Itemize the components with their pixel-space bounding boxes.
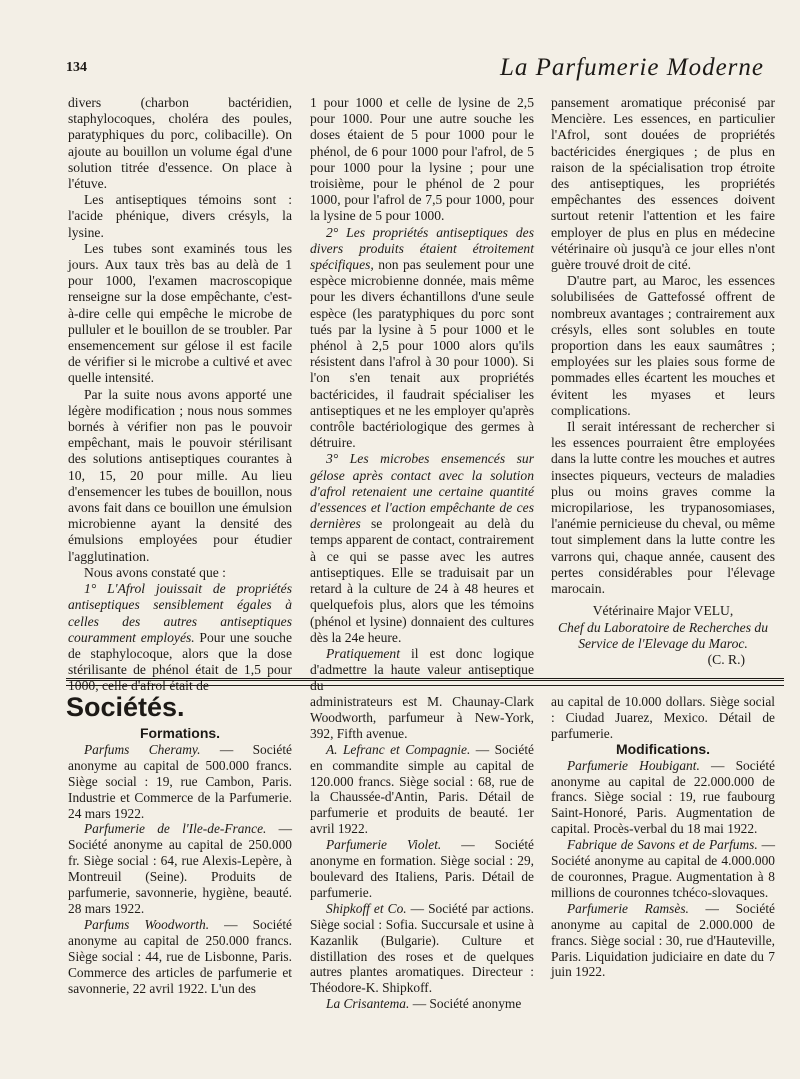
company-text: — Société anonyme [409, 996, 522, 1012]
company-entry [310, 837, 534, 901]
company-text: — Société par actions. Siège social : Sofia. Succursale et usine à Kazanlik (Bulgarie). Culture et distillation des roses et de quelques autres plantes aromatiques. Directeur : Théodore-K. Shipkoff. [310, 900, 534, 996]
company-name: Fabrique de Savons et de Parfums. [567, 837, 758, 853]
italic-lead: 2° Les propriétés antiseptiques des divers produits étaient étroitement spécifiques, [310, 224, 534, 273]
modifications-heading: Modifications. [615, 740, 711, 757]
signature-role [551, 620, 775, 652]
company-entry [310, 901, 534, 996]
company-name: Parfumerie Houbigant. [567, 757, 700, 773]
company-name: La Crisantema. [326, 996, 410, 1012]
paragraph: Il serait intéressant de rechercher si les essences pourraient être employées dans la lutte contre les mouches et autres insectes piqueurs, vecteurs de maladies plus ou moins graves comme la micropilariose, les trypanosomiases, l'anémie pernicieuse du cheval, ou même tout simplement dans la lutte contre les varrons qui, chaque année, causent des pertes considérables pour l'élevage marocain. [551, 419, 775, 597]
italic-lead: 3° Les microbes ensemencés sur gélose après contact avec la solution d'afrol retenaient une certaine quantité d'essences et l'action empêchante de ces dernières [310, 451, 534, 532]
company-text: — Société anonyme au capital de 22.000.000 de francs. Siège social : 19, rue faubourg Saint-Honoré, Paris. Augmentation de capital. Procès-verbal du 18 mai 1922. [551, 757, 775, 837]
company-entry-continued: administrateurs est M. Chaunay-Clark Woodworth, parfumeur à New-York, 392, Fifth avenue. [310, 694, 534, 741]
company-entry [551, 901, 775, 981]
company-name: Parfums Woodworth. [84, 916, 210, 932]
signature-initials: (C. R.) [707, 651, 745, 667]
company-text: — Société anonyme au capital de 2.000.000 de francs. Siège social : 30, rue d'Hauteville, Paris. Liquidation judiciaire en date du 7 juin 1922. [551, 900, 775, 980]
company-entry [68, 917, 292, 997]
company-entry [551, 837, 775, 901]
paragraph [310, 451, 534, 645]
paragraph: Les tubes sont examinés tous les jours. Aux taux très bas au delà de 1 pour 1000, l'examen macroscopique renseigne sur la dose empêchante, c'est-à-dire celle qui empêche le microbe de pulluler et le bouillon de se troubler. Par ensemencement sur gélose il est facile de vérifier si le microbe a cultivé et avec quelle intensité. [68, 240, 292, 386]
paragraph-text: non pas seulement pour une espèce microbienne donnée, mais même pour les divers échantillons d'une seule espèce (les paratyphiques du porc sont tués par la lysine à 5 pour 1000 et le phénol à 2,5 pour 1000 alors qu'ils résistent dans l'afrol à 30 pour 1000). Si l'on s'en tenait aux propriétés bactéricides, il faudrait spécialiser les antiseptiques et ne les employer qu'après contrôle bactériologique des germes à détruire. [310, 257, 534, 451]
company-text: — Société anonyme au capital de 500.000 francs. Siège social : 19, rue Cambon, Paris. Industrie et Commerce de la Parfumerie. 24 mars 1922. [68, 741, 292, 821]
running-title: La Parfumerie Moderne [499, 54, 764, 81]
company-text: — Société anonyme au capital de 250.000 francs. Siège social : 44, rue de Lisbonne, Paris. Commerce des articles de parfumerie et savonnerie, 22 avril 1922. L'un des [68, 916, 292, 996]
section-divider [66, 678, 784, 686]
company-text: — Société anonyme en formation. Siège social : 29, boulevard des Italiens, Paris. Détail de parfumerie. [310, 837, 534, 900]
signature-name: Vétérinaire Major VELU, [592, 603, 734, 619]
company-name: Parfumerie Violet. [326, 837, 442, 853]
article-column-2 [310, 95, 534, 695]
paragraph: Nous avons constaté que : [84, 564, 226, 580]
formations-heading: Formations. [139, 725, 221, 741]
societes-column-2 [310, 694, 534, 1012]
company-name: A. Lefranc et Compagnie. [326, 741, 471, 757]
article-column-1 [68, 95, 292, 695]
company-name: Parfums Cheramy. [84, 741, 201, 757]
company-entry [310, 742, 534, 837]
societes-column-1 [68, 726, 292, 996]
paragraph-text: se prolongeait au delà du temps apparent de contact, contrairement à ce qui se passe avec les autres antiseptiques. Elle se traduisait par un retard à la culture de 24 à 48 heures et quelquefois plus, alors que les témoins (phénol et lysine) donnaient des cultures dès la 24e heure. [310, 516, 534, 645]
paragraph: divers (charbon bactéridien, staphylocoques, choléra des poules, paratyphiques du porc, colibacille). On ajoute au bouillon un volume égal d'une solution titrée d'essence. On place à l'étuve. [68, 95, 292, 192]
company-name: Parfumerie de l'Ile-de-France. [84, 821, 267, 837]
paragraph: 1 pour 1000 et celle de lysine de 2,5 pour 1000. Pour une autre souche les doses étaient de 5 pour 1000 pour le phénol, de 6 pour 1000 pour l'afrol, de 5 pour 1000 pour la lysine ; pour une troisième, pour le phénol de 2 pour 1000, pour l'afrol de 7,5 pour 1000, pour la lysine de 5 pour 1000. [310, 95, 534, 224]
article-column-3 [551, 95, 775, 668]
paragraph: Les antiseptiques témoins sont : l'acide phénique, divers crésyls, la lysine. [68, 192, 292, 240]
company-name: Shipkoff et Co. [326, 900, 407, 916]
paragraph [310, 225, 534, 452]
paragraph-text: il est donc logique d'admettre la haute valeur antiseptique du [310, 645, 534, 694]
page-number: 134 [66, 60, 87, 75]
paragraph: pansement aromatique préconisé par Mencière. Les essences, en particulier l'Afrol, sont douées de propriétés bactéricides énergiques ; de plus en raison de la spécialisation trop étroite des antiseptiques, les propriétés empêchantes des essences doivent surtout retenir l'attention et les faire employer de plus en plus en médecine vétérinaire où jusqu'à ce jour elles n'ont guère trouvé droit de cité. [551, 95, 775, 273]
societes-column-3 [551, 694, 775, 980]
paragraph: D'autre part, au Maroc, les essences solubilisées de Gattefossé offrent de nombreux avantages ; contrairement aux crésyls, elles sont solubles en toute proportion dans les eaux saumâtres ; employées sur les plaies sous forme de pommades elles écartent les mouches et évitent les myases et leurs complications. [551, 273, 775, 418]
signature-role-text: Chef du Laboratoire de Recherches du Service de l'Elevage du Maroc. [557, 619, 769, 651]
company-text: — Société en commandite simple au capital de 120.000 francs. Siège social : 68, rue de la Chaussée-d'Antin, Paris. Détail de parfumerie et produits de beauté. 1er avril 1922. [310, 741, 535, 837]
paragraph: Par la suite nous avons apporté une légère modification ; nous nous sommes bornés à vérifier non pas le pouvoir empêchant, mais le pouvoir stérilisant des solutions antiseptiques courantes à 10, 15, 20 pour mille. Au lieu d'ensemencer les tubes de bouillon, nous avons fait dans ce bouillon une émulsion microbienne ayant la densité des émulsions employées pour étudier l'agglutination. [68, 386, 292, 564]
section-title: Sociétés. [66, 692, 185, 722]
company-entry [551, 758, 775, 838]
company-entry-continued: au capital de 10.000 dollars. Siège social : Ciudad Juarez, Mexico. Détail de parfumerie. [551, 694, 775, 741]
paragraph-text: Pour une souche de staphylocoque, alors que la dose stérilisante de phénol était de 1,5 pour 1000, celle d'afrol était de [68, 629, 292, 694]
company-entry [68, 742, 292, 822]
company-text: — Société anonyme au capital de 250.000 fr. Siège social : 64, rue Alexis-Lepère, à Montreuil (Seine). Produits de parfumerie, savonnerie, hygiène, beauté. 28 mars 1922. [68, 821, 292, 916]
paragraph [310, 646, 534, 695]
company-entry [68, 821, 292, 916]
company-entry [310, 996, 534, 1012]
company-text: — Société anonyme au capital de 4.000.000 de couronnes, Prague. Augmentation à 8 millions de couronnes tchéco-slovaques. [551, 837, 775, 900]
company-name: Parfumerie Ramsès. [567, 900, 689, 916]
italic-lead: Pratiquement [326, 645, 400, 661]
italic-lead: 1° L'Afrol jouissait de propriétés antiseptiques sensiblement égales à celles des autres antiseptiques couramment employés. [68, 581, 292, 645]
